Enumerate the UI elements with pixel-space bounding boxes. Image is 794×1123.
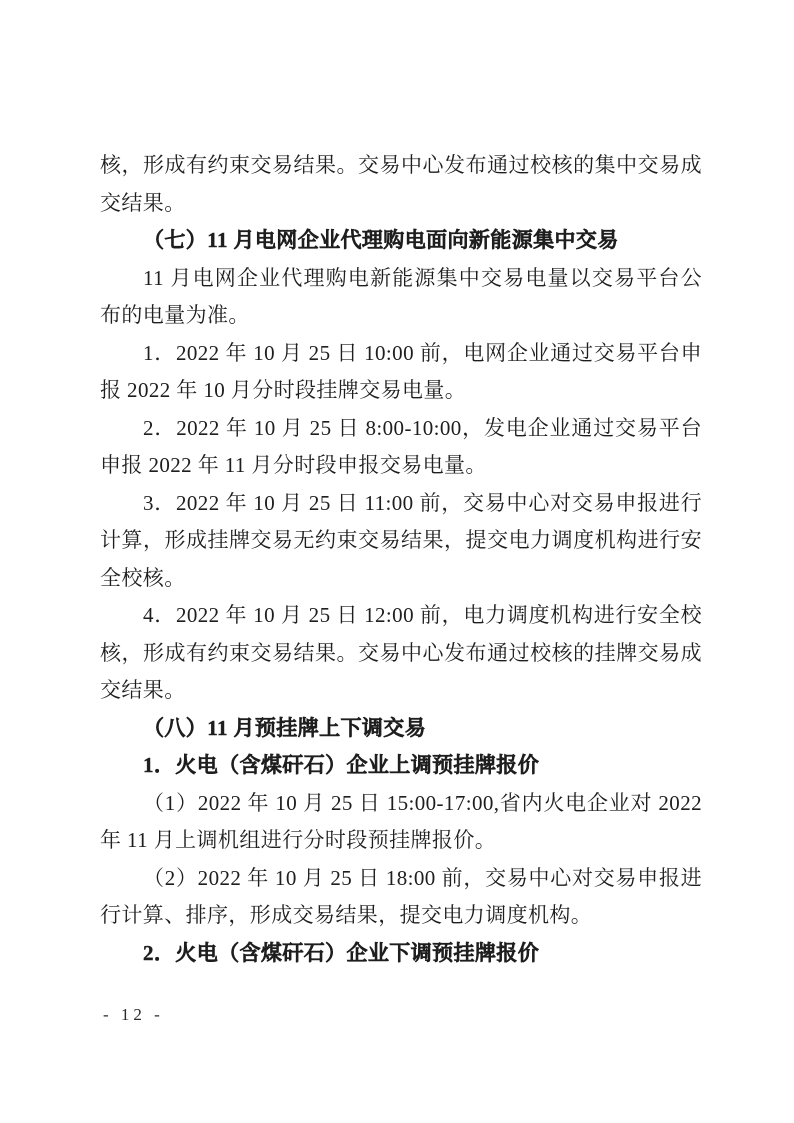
- paragraph: 2．2022 年 10 月 25 日 8:00-10:00，发电企业通过交易平台申报 2022 年 11 月分时段申报交易电量。: [100, 415, 702, 477]
- section-heading: （八）11 月预挂牌上下调交易: [143, 715, 427, 740]
- paragraph: 1．2022 年 10 月 25 日 10:00 前，电网企业通过交易平台申报 2022 年 10 月分时段挂牌交易电量。: [100, 340, 702, 402]
- paragraph: 核，形成有约束交易结果。交易中心发布通过校核的集中交易成交结果。: [100, 153, 702, 215]
- section-heading: （七）11 月电网企业代理购电面向新能源集中交易: [143, 228, 619, 252]
- page-number: - 12 -: [103, 1005, 164, 1024]
- paragraph: 3．2022 年 10 月 25 日 11:00 前，交易中心对交易申报进行计算，形成挂牌交易无约束交易结果，提交电力调度机构进行安全校核。: [100, 490, 702, 590]
- paragraph: （2）2022 年 10 月 25 日 18:00 前，交易中心对交易申报进行计算、排序，形成交易结果，提交电力调度机构。: [100, 865, 702, 927]
- paragraph: 11 月电网企业代理购电新能源集中交易电量以交易平台公布的电量为准。: [100, 265, 702, 327]
- paragraph: （1）2022 年 10 月 25 日 15:00-17:00,省内火电企业对 2022 年 11 月上调机组进行分时段预挂牌报价。: [100, 790, 702, 852]
- document-body: [100, 147, 702, 972]
- section-heading: 2．火电（含煤矸石）企业下调预挂牌报价: [143, 940, 540, 965]
- paragraph: 4．2022 年 10 月 25 日 12:00 前，电力调度机构进行安全校核，形成有约束交易结果。交易中心发布通过校核的挂牌交易成交结果。: [100, 603, 702, 702]
- section-heading: 1．火电（含煤矸石）企业上调预挂牌报价: [143, 753, 540, 777]
